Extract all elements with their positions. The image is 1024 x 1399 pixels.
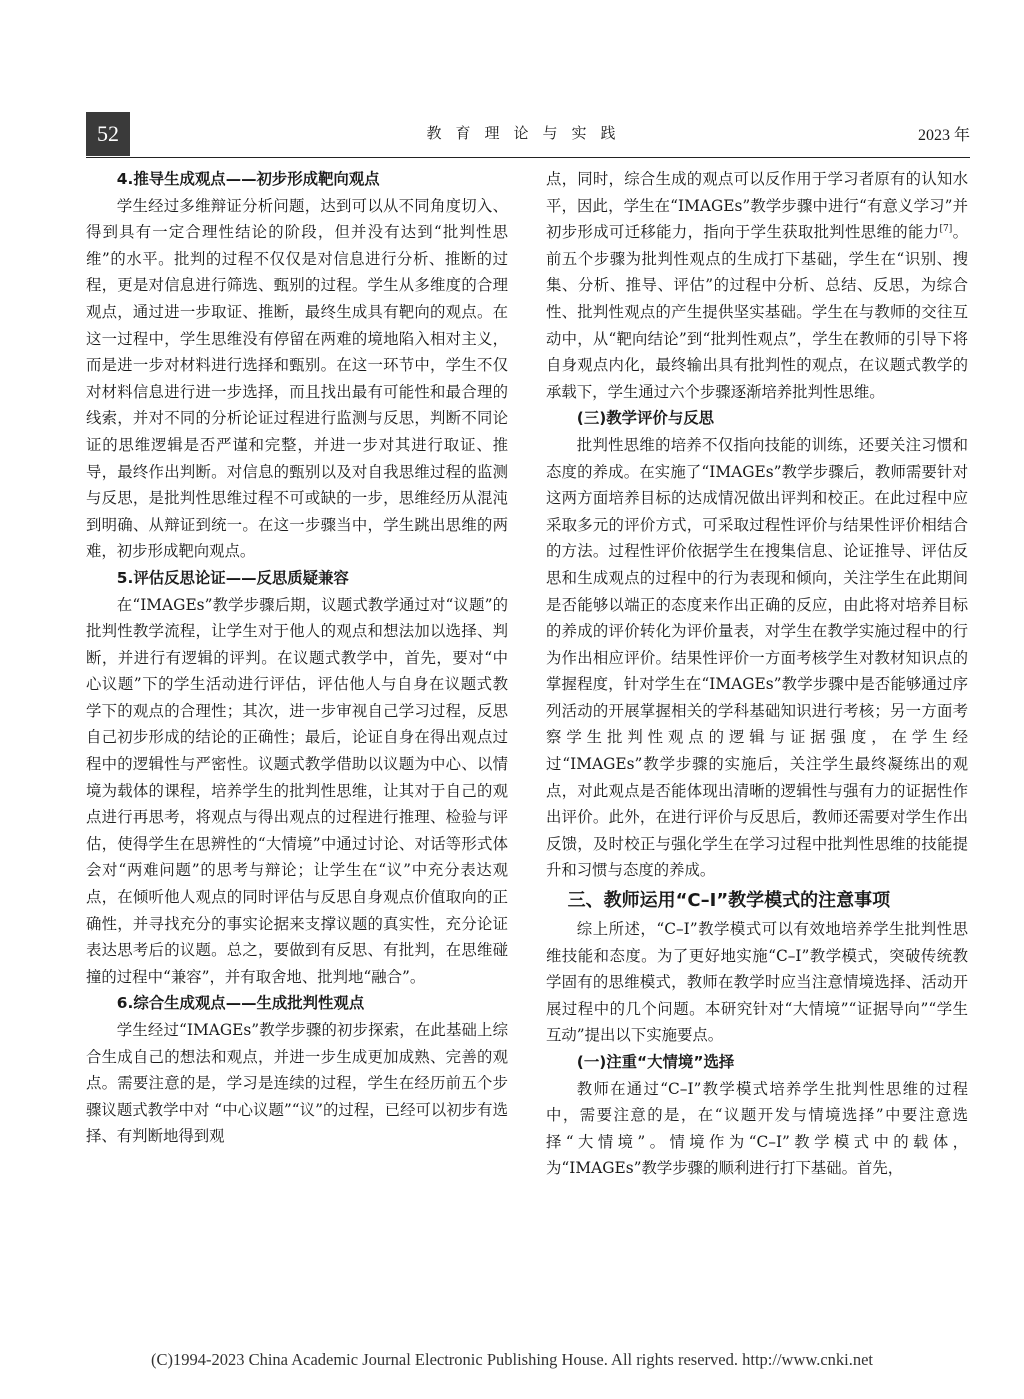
paragraph-evaluation: 批判性思维的培养不仅指向技能的训练，还要关注习惯和态度的养成。在实施了“IMAGEs”教学步骤后，教师需要针对这两方面培养目标的达成情况做出评判和校正。在此过程中应采取多元的评价方式，可采取过程性评价与结果性评价相结合的方法。过程性评价依据学生在搜集信息、论证推导、评估反思和生成观点的过程中的行为表现和倾向，关注学生在此期间是否能够以端正的态度来作出正确的反应，由此将对培养目标的养成的评价转化为评价量表，对学生在教学实施过程中的行为作出相应评价。结果性评价一方面考核学生对教材知识点的掌握程度，针对学生在“IMAGEs”教学步骤中是否能够通过序列活动的开展掌握相关的学科基础知识进行考核；另一方面考察学生批判性观点的逻辑与证据强度，在学生经过“IMAGEs”教学步骤的实施后，关注学生最终凝练出的观点，对此观点是否能体现出清晰的逻辑性与强有力的证据性作出评价。此外，在进行评价与反思后，教师还需要对学生作出反馈，及时校正与强化学生在学习过程中批判性思维的技能提升和习惯与态度的养成。 — [546, 435, 968, 880]
issue-year: 2023 年 — [917, 127, 970, 144]
paragraph-continued-a: 点，同时，综合生成的观点可以反作用于学习者原有的认知水平，因此，学生在“IMAGEs”教学步骤中进行“有意义学习”并初步形成可迁移能力，指向于学生获取批判性思维的能力 — [546, 170, 968, 242]
paragraph-big-context: 教师在通过“C–I”教学模式培养学生批判性思维的过程中，需要注意的是，在“议题开发与情境选择”中要注意选择“大情境”。情境作为“C–I”教学模式中的载体，为“IMAGEs”教学步骤的顺利进行打下基础。首先， — [546, 1079, 968, 1178]
page-number: 52 — [86, 112, 130, 156]
paragraph-section-3: 综上所述，“C–I”教学模式可以有效地培养学生批判性思维技能和态度。为了更好地实施“C–I”教学模式，突破传统教学固有的思维模式，教师在教学时应当注意情境选择、活动开展过程中的几个问题。本研究针对“大情境”“证据导向”“学生互动”提出以下实施要点。 — [546, 920, 968, 1045]
subheading-step-6: 6.综合生成观点——生成批判性观点 — [116, 994, 365, 1013]
journal-title: 教育理论与实践 — [426, 124, 630, 142]
header-rule — [86, 157, 970, 158]
subheading-step-4: 4.推导生成观点——初步形成靶向观点 — [116, 170, 380, 188]
paragraph-continued — [546, 166, 968, 405]
copyright-footer: (C)1994-2023 China Academic Journal Electronic Publishing House. All rights reserved. http://www.cnki.net — [150, 1350, 874, 1369]
paragraph-step-4: 学生经过多维辩证分析问题，达到可以从不同角度切入、得到具有一定合理性结论的阶段，但并没有达到“批判性思维”的水平。批判的过程不仅仅是对信息进行分析、推断的过程，更是对信息进行筛选、甄别的过程。学生从多维度的合理观点，通过进一步取证、推断，最终生成具有靶向的观点。在这一过程中，学生思维没有停留在两难的境地陷入相对主义，而是进一步对材料进行选择和甄别。在这一环节中，学生不仅对材料信息进行进一步选择，而且找出最有可能性和最合理的线索，并对不同的分析论证过程进行监测与反思，判断不同论证的思维逻辑是否严谨和完整，并进一步对其进行取证、推导，最终作出判断。对信息的甄别以及对自我思维过程的监测与反思，是批判性思维过程不可或缺的一步，思维经历从混沌到明确、从辩证到统一。在这一步骤当中，学生跳出思维的两难，初步形成靶向观点。 — [86, 196, 508, 561]
subheading-step-5: 5.评估反思论证——反思质疑兼容 — [116, 568, 349, 587]
subheading-evaluation: (三)教学评价与反思 — [576, 409, 714, 428]
paragraph-step-6: 学生经过“IMAGEs”教学步骤的初步探索，在此基础上综合生成自己的想法和观点，并进一步生成更加成熟、完善的观点。需要注意的是，学习是连续的过程，学生在经历前五个步骤议题式教学中对 “中心议题”“议”的过程，已经可以初步有选择、有判断地得到观 — [86, 1021, 508, 1146]
paragraph-continued-b: 。前五个步骤为批判性观点的生成打下基础，学生在“识别、搜集、分析、推导、评估”的过程中分析、总结、反思，为综合性、批判性观点的产生提供坚实基础。学生在与教师的交往互动中，从“靶向结论”到“批判性观点”，学生在教师的引导下将自身观点内化，最终输出具有批判性的观点，在议题式教学的承载下，学生通过六个步骤逐渐培养批判性思维。 — [546, 223, 968, 401]
subheading-big-context: (一)注重“大情境”选择 — [576, 1053, 735, 1071]
section-heading-3: 三、教师运用“C–I”教学模式的注意事项 — [567, 890, 891, 912]
left-column — [86, 166, 508, 1318]
page-header — [86, 112, 970, 156]
citation-ref: [7] — [939, 224, 953, 235]
paragraph-step-5: 在“IMAGEs”教学步骤后期，议题式教学通过对“议题”的批判性教学流程，让学生对于他人的观点和想法加以选择、判断，并进行有逻辑的评判。在议题式教学中，首先，要对“中心议题”下的学生活动进行评估，评估他人与自身在议题式教学下的观点的合理性；其次，进一步审视自己学习过程，反思自己初步形成的结论的正确性；最后，论证自身在得出观点过程中的逻辑性与严密性。议题式教学借助以议题为中心、以情境为载体的课程，培养学生的批判性思维，让其对于自己的观点进行再思考，将观点与得出观点的过程进行推理、检验与评估，使得学生在思辨性的“大情境”中通过讨论、对话等形式体会对“两难问题”的思考与辩论；让学生在“议”中充分表达观点，在倾听他人观点的同时评估与反思自身观点价值取向的正确性，并寻找充分的事实论据来支撑议题的真实性，充分论证表达思考后的议题。总之，要做到有反思、有批判，在思维碰撞的过程中“兼容”，并有取舍地、批判地“融合”。 — [86, 595, 508, 986]
right-column — [546, 166, 968, 1318]
